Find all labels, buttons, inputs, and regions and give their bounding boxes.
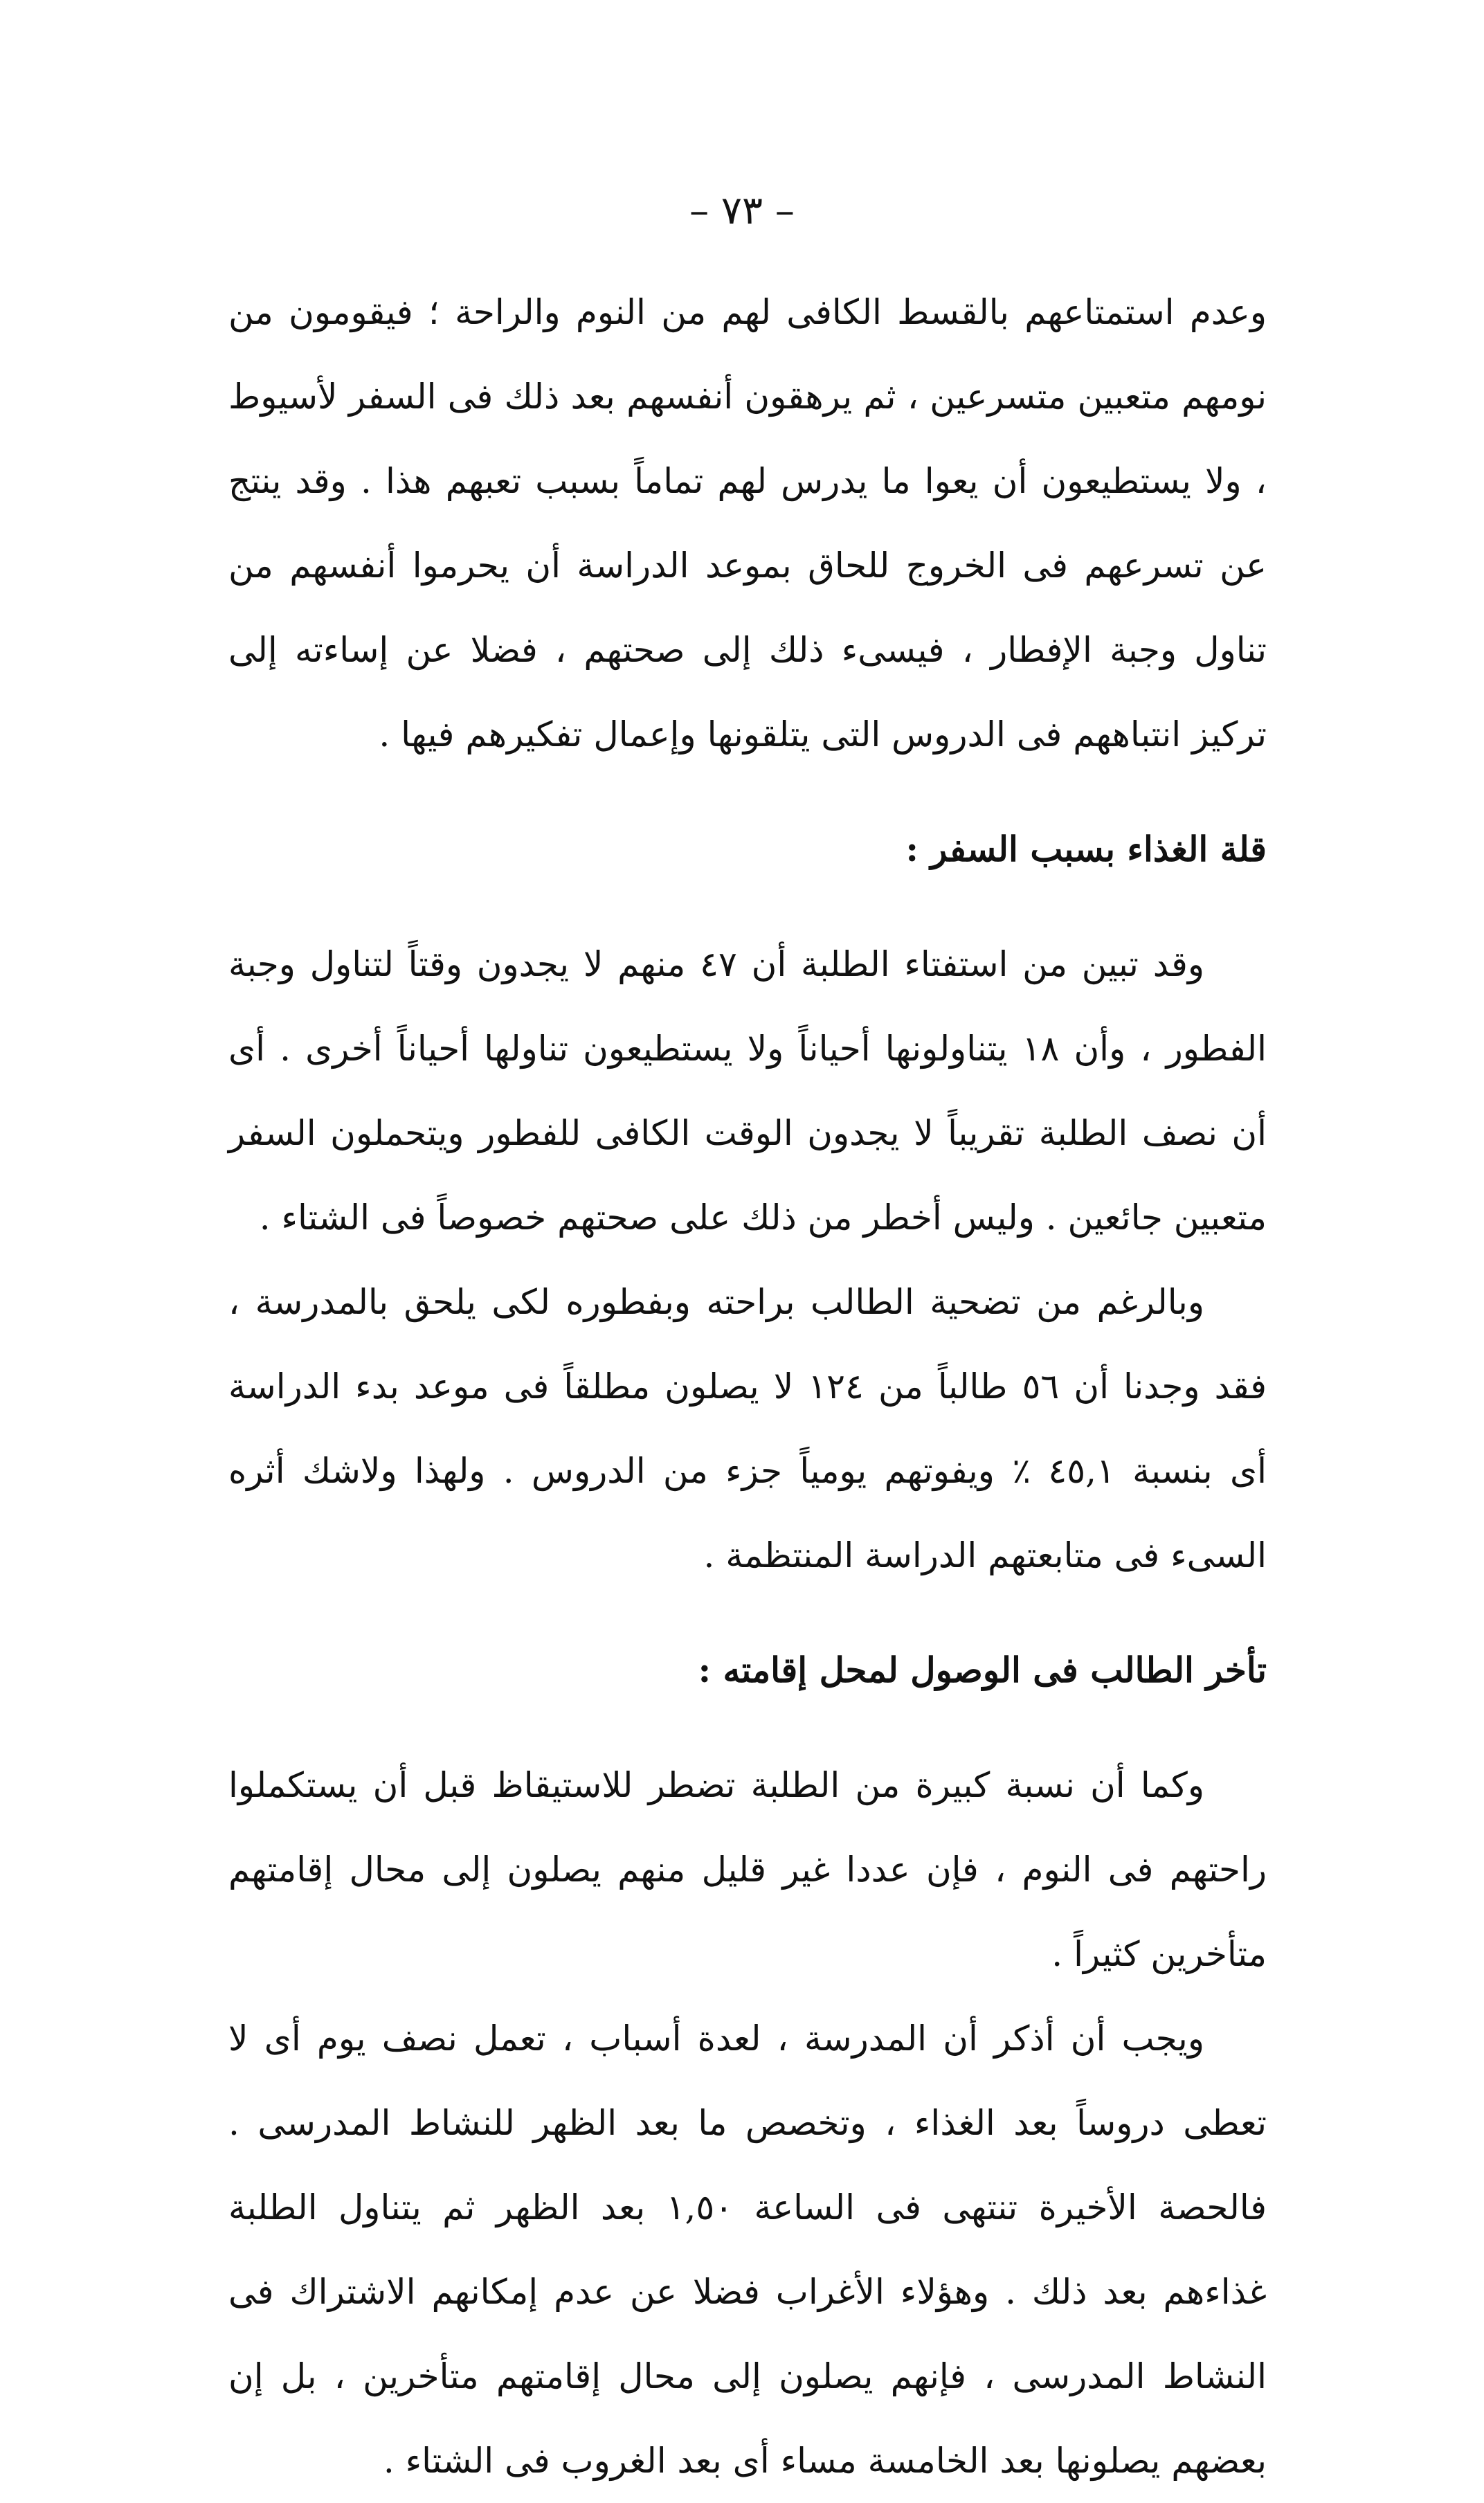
food-shortage-paragraph-2: وبالرغم من تضحية الطالب براحته وبفطوره لكى يلحق بالمدرسة ، فقد وجدنا أن ٥٦ طالباً من ١٢٤ لا يصلون مطلقاً فى موعد بدء الدراسة أى بنسبة ٤٥,١ ٪ ويفوتهم يومياً جزء من الدروس . ولهذا ولاشك أثره السىء فى متابعتهم الدراسة المنتظمة .: [228, 1282, 1267, 1575]
late-arrival-paragraph-1: وكما أن نسبة كبيرة من الطلبة تضطر للاستيقاظ قبل أن يستكملوا راحتهم فى النوم ، فإن عددا غير قليل منهم يصلون إلى محال إقامتهم متأخرين كثيراً .: [228, 1765, 1267, 1974]
section-heading-late-arrival: تأخر الطالب فى الوصول لمحل إقامته :: [698, 1650, 1267, 1690]
page-body: [228, 270, 1267, 2503]
page-number: – ٧٣ –: [689, 188, 795, 233]
food-shortage-paragraph-1: وقد تبين من استفتاء الطلبة أن ٤٧ منهم لا يجدون وقتاً لتناول وجبة الفطور ، وأن ١٨ يتناولونها أحياناً ولا يستطيعون تناولها أحياناً أخرى . أى أن نصف الطلبة تقريباً لا يجدون الوقت الكافى للفطور ويتحملون السفر متعبين جائعين . وليس أخطر من ذلك على صحتهم خصوصاً فى الشتاء .: [228, 944, 1267, 1238]
section-heading-food-shortage: قلة الغذاء بسبب السفر :: [905, 829, 1267, 869]
opening-paragraph: وعدم استمتاعهم بالقسط الكافى لهم من النوم والراحة ؛ فيقومون من نومهم متعبين متسرعين ، ثم يرهقون أنفسهم بعد ذلك فى السفر لأسيوط ، ولا يستطيعون أن يعوا ما يدرس لهم تماماً بسبب تعبهم هذا . وقد ينتج عن تسرعهم فى الخروج للحاق بموعد الدراسة أن يحرموا أنفسهم من تناول وجبة الإفطار ، فيسىء ذلك إلى صحتهم ، فضلا عن إساءته إلى تركيز انتباههم فى الدروس التى يتلقونها وإعمال تفكيرهم فيها .: [228, 292, 1267, 754]
late-arrival-paragraph-2: ويجب أن أذكر أن المدرسة ، لعدة أسباب ، تعمل نصف يوم أى لا تعطى دروساً بعد الغذاء ، وتخصص ما بعد الظهر للنشاط المدرسى . فالحصة الأخيرة تنتهى فى الساعة ١,٥٠ بعد الظهر ثم يتناول الطلبة غذاءهم بعد ذلك . وهؤلاء الأغراب فضلا عن عدم إمكانهم الاشتراك فى النشاط المدرسى ، فإنهم يصلون إلى محال إقامتهم متأخرين ، بل إن بعضهم يصلونها بعد الخامسة مساء أى بعد الغروب فى الشتاء .: [228, 2018, 1267, 2481]
